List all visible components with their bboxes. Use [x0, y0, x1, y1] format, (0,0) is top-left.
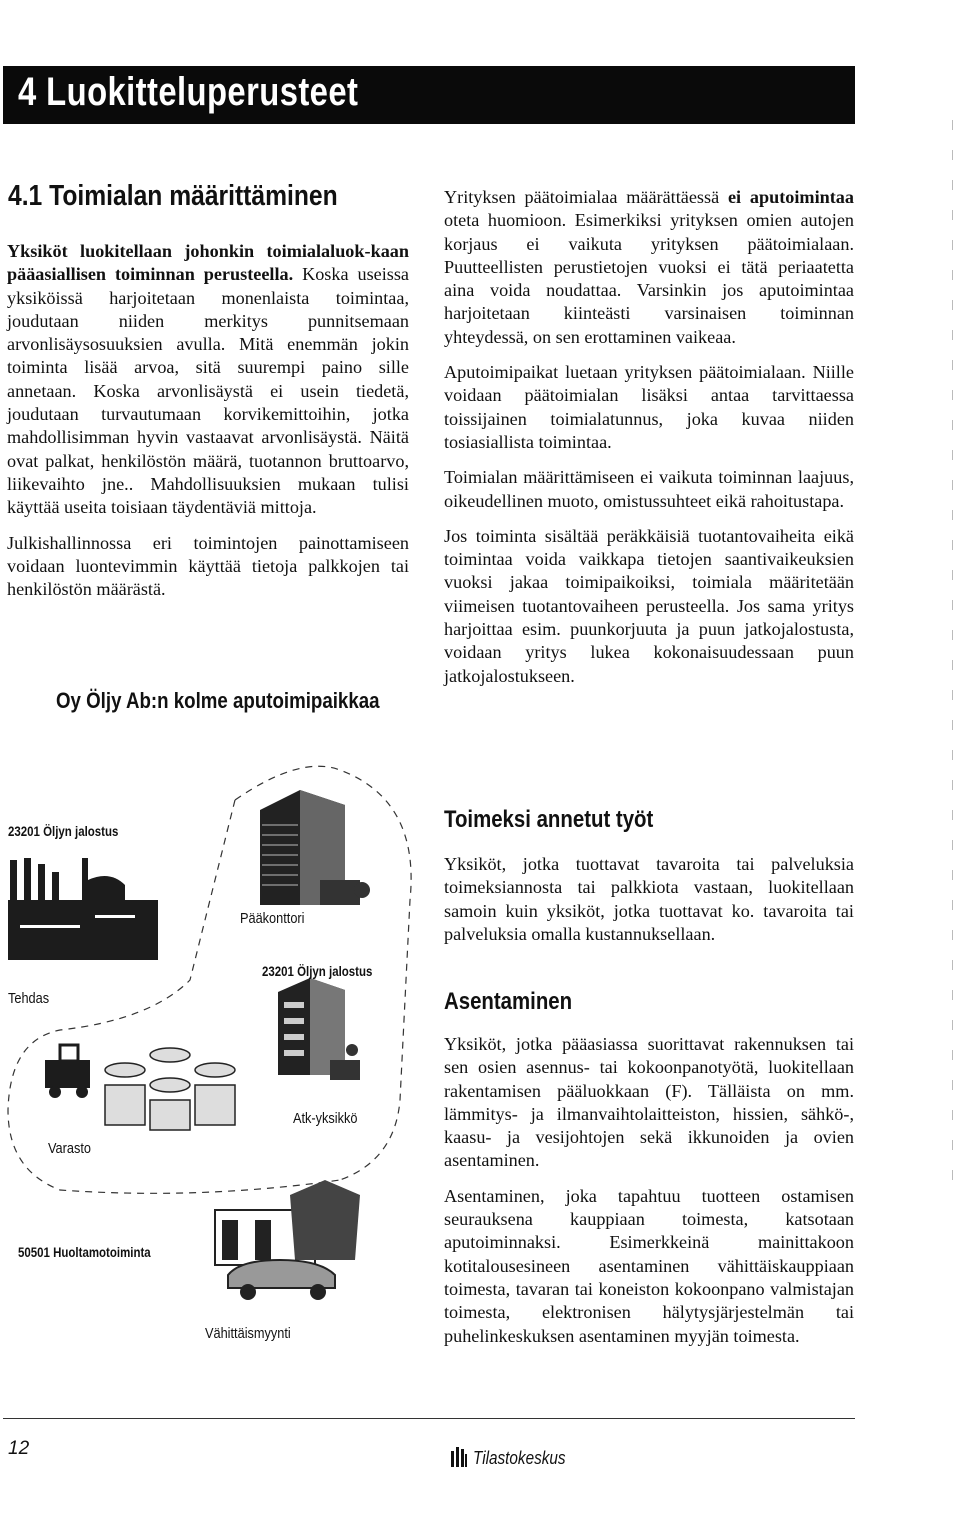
- atk-label: Atk-yksikkö: [293, 1110, 358, 1127]
- tilastokeskus-logo-icon: [449, 1445, 469, 1469]
- factory-icon: [8, 858, 158, 960]
- office-building-icon: [260, 790, 370, 905]
- toimeksi-heading: Toimeksi annetut työt: [444, 806, 654, 833]
- asentaminen-heading: Asentaminen: [444, 988, 573, 1015]
- gas-station-icon: [215, 1180, 360, 1300]
- chapter-title: 4 Luokitteluperusteet: [18, 70, 359, 114]
- page-number: 12: [8, 1438, 30, 1459]
- hq-label: Pääkonttori: [240, 910, 305, 927]
- station-label: Vähittäismyynti: [205, 1325, 291, 1342]
- factory-code-label: 23201 Öljyn jalostus: [8, 823, 119, 839]
- publisher-name: Tilastokeskus: [473, 1448, 566, 1468]
- asentaminen-text: Yksiköt, jotka pääasiassa suorittavat rakennuksen tai sen osien asennus- tai kokoonpanotyötä, luokitellaan rakentamisen pääluokkaan (F). Tälläista on mm. lämmitys- ja ilmanvaihtolaitteiston, hissien, sähkö-, kaasu- ja vesijohtojen sekä ikkunoiden ja ovien asentaminen. Asentaminen, joka tapahtuu tuotteen ostamisen seurauksena kauppiaan toimesta, katsotaan aputoiminnaksi. Esimerkkeinä mainittakoon kotitalousesineen asentaminen vähittäiskauppiaan toimesta, tavaran tai koneiston kokoonpano valmistajan toimesta, elektronisen hälytysjärjestelmän tai puhelinkeskuksen asentaminen myyjän toimesta.: [444, 1034, 854, 1346]
- footer-divider: [3, 1418, 855, 1419]
- factory-label: Tehdas: [8, 990, 50, 1007]
- lead-text: Yksiköt luokitellaan johonkin toimialaluok-kaan pääasiallisen toiminnan perusteella.: [7, 241, 409, 285]
- paragraph: Toimialan määrittämiseen ei vaikuta toiminnan laajuus, oikeudellinen muoto, omistussuhteet eikä rahoitustapa.: [444, 467, 854, 511]
- paragraph: Jos toiminta sisältää peräkkäisiä tuotantovaiheita eikä toimintaa voida vaikkapa tietojen saantivaikeuksien vuoksi jakaa toimipaikoiksi, toimiala määritetään viimeisen tuotantovaiheen perusteella. Jos sama yritys harjoittaa esim. puunkorjuuta ja puun jatkojalostusta, voidaan yritys lukea kokonaisuudessaan puun jatkojalostukseen.: [444, 525, 854, 686]
- left-column: [7, 240, 409, 613]
- toimeksi-text: Yksiköt, jotka tuottavat tavaroita tai palveluksia toimeksiannosta tai palkkiota vastaan, luokitellaan samoin kuin yksiköt, jotka tuottavat ko. tavaroita tai palveluksia omalla kustannuksellaan.: [444, 854, 854, 944]
- diagram-title: Oy Öljy Ab:n kolme aputoimipaikkaa: [56, 688, 380, 713]
- paragraph: Aputoimipaikat luetaan yrityksen päätoimialaan. Niille voidaan päätoimialan lisäksi antaa tarvittaessa toissijainen toimialatunnus, joka kuvaa niiden tosiasiallista toimintaa.: [444, 362, 854, 452]
- paragraph: Yrityksen päätoimialaa määrättäessä ei aputoimintaa oteta huomioon. Esimerkiksi yrityksen omien autojen korjaus ei vaikuta yrityksen päätoimialaan. Puutteellisten perustietojen vuoksi ei tätä periaatetta aina voida noudattaa. Varsinkin jos aputoimintaa harjoitetaan kiinteästi varsinaisen toiminnan yhteydessä, on sen erottaminen vaikeaa.: [444, 187, 854, 347]
- right-column: [444, 186, 854, 700]
- warehouse-label: Varasto: [48, 1140, 92, 1157]
- computer-unit-building-icon: [278, 978, 360, 1080]
- station-code-label: 50501 Huoltamotoiminta: [18, 1244, 151, 1260]
- section-title: 4.1 Toimialan määrittäminen: [8, 180, 338, 212]
- paragraph: Yksiköt luokitellaan johonkin toimialaluok-kaan pääasiallisen toiminnan perusteella. Koska useissa yksiköissä harjoitetaan monenlaista toimintaa, joudutaan niiden merkitys punnitsemaan arvonlisäysosuuksien avulla. Mitä enemmän jokin toiminta lisää arvoa, sitä suurempi paino sille annetaan. Koska arvonlisäystä ei usein tiedetä, joudutaan turvautumaan korvikemittoihin, jotka mahdollisimman hyvin vastaavat arvonlisäystä. Näitä ovat palkat, henkilöstön määrä, tuotannon bruttoarvo, liikevaihto jne.. Mahdollisuuksien mukaan tulisi käyttää useita toisiaan täydentäviä mittoja.: [7, 241, 410, 518]
- margin-line: [952, 120, 953, 1200]
- paragraph: Julkishallinnossa eri toimintojen painottamiseen voidaan luontevimmin käyttää tietoja palkkojen tai henkilöstön määrästä.: [7, 532, 409, 600]
- warehouse-icon: [45, 1045, 235, 1130]
- unit-code-label: 23201 Öljyn jalostus: [262, 963, 373, 979]
